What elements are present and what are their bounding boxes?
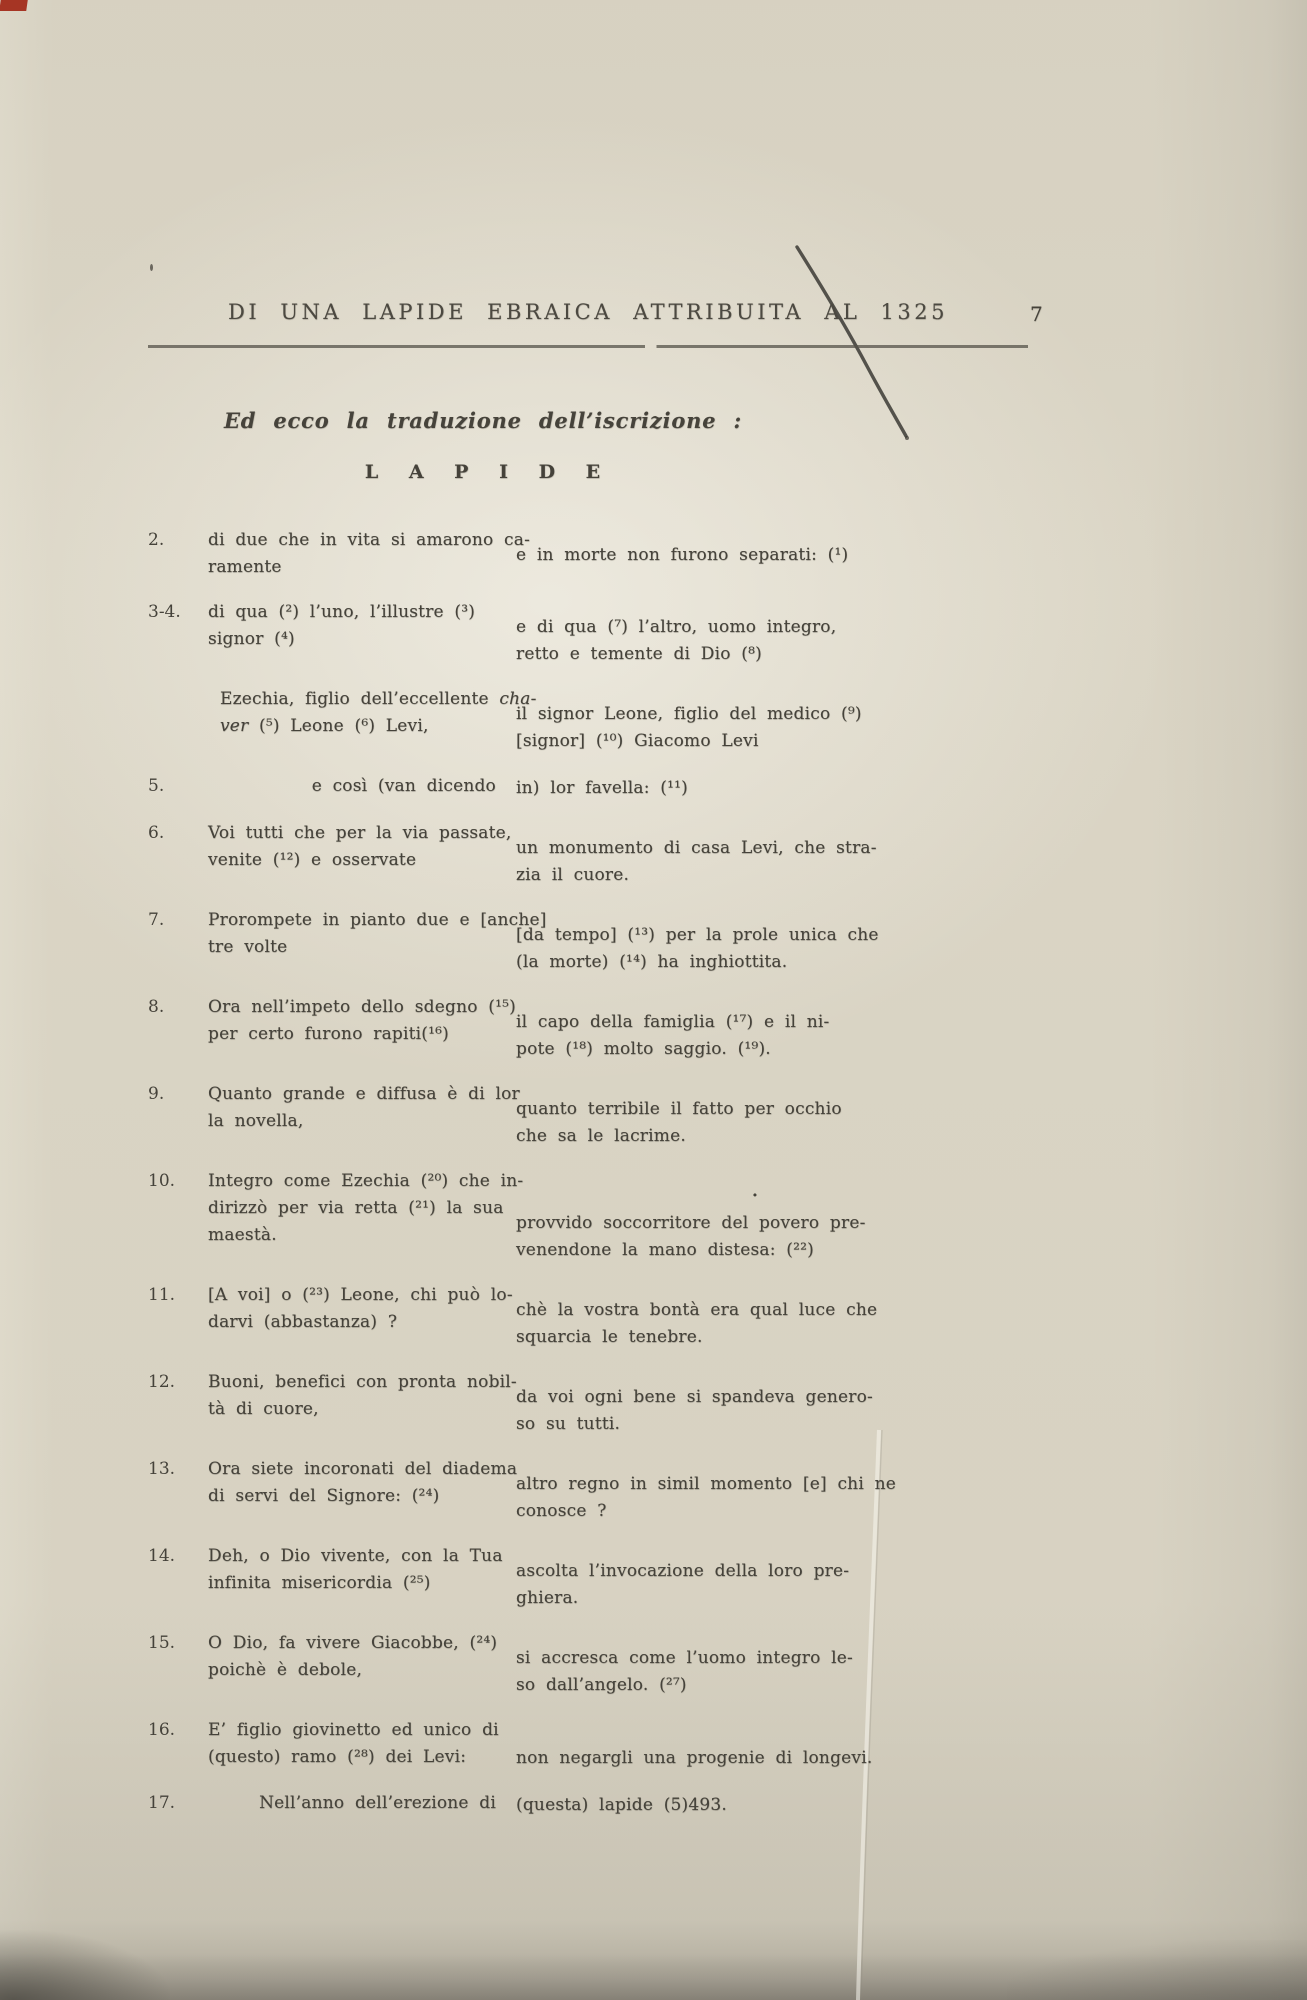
entry-number: 12. (148, 1372, 176, 1392)
text-line: Ora siete incoronati del diadema (208, 1459, 518, 1479)
text-line: O Dio, fa vivere Giacobbe, (²⁴) (208, 1633, 498, 1653)
entry-right (516, 1384, 1028, 1438)
text-line: dirizzò per via retta (²¹) la sua (208, 1198, 504, 1218)
text-line: provvido soccorritore del povero pre- (516, 1213, 866, 1233)
text-line: (questo) ramo (²⁸) dei Levi: (208, 1747, 467, 1767)
bottom-left-smudge (0, 1930, 170, 2000)
entry-row (148, 1168, 1028, 1264)
entry-left (148, 1456, 518, 1525)
text-line: retto e temente di Dio (⁸) (516, 644, 762, 664)
entry-right (516, 1096, 1028, 1150)
text-line: venendone la mano distesa: (²²) (516, 1240, 814, 1260)
text-line: tre volte (208, 937, 288, 957)
entry-left (148, 1717, 500, 1772)
page-number: 7 (1030, 302, 1043, 326)
text-line: un monumento di casa Levi, che stra- (516, 838, 877, 858)
text-line: si accresca come l’uomo integro le- (516, 1648, 854, 1668)
entry-right (516, 775, 1028, 802)
text-line: conosce ? (516, 1501, 607, 1521)
entry-left (148, 773, 500, 802)
entry-left (148, 527, 531, 581)
entry-number (148, 686, 208, 755)
text-line: pote (¹⁸) molto saggio. (¹⁹). (516, 1039, 771, 1059)
text-line: la novella, (208, 1111, 304, 1131)
text-line: di qua (²) l’uno, l’illustre (³) (208, 602, 476, 622)
text-line: Integro come Ezechia (²⁰) che in- (208, 1171, 524, 1191)
entry-right (516, 542, 1028, 581)
entry-left (148, 599, 500, 668)
text-line: infinita misericordia (²⁵) (208, 1573, 431, 1593)
text-line: maestà. (208, 1225, 277, 1245)
entry-number: 16. (148, 1720, 176, 1740)
text-line (220, 713, 537, 740)
text-line: poichè è debole, (208, 1660, 363, 1680)
entry-right (516, 1471, 1028, 1525)
entry-left (148, 1543, 503, 1612)
entry-left (148, 1282, 513, 1351)
subtitle: Ed ecco la traduzione dell’iscrizione : (224, 408, 743, 433)
entry-right (516, 922, 1028, 976)
text-line: da voi ogni bene si spandeva genero- (516, 1387, 873, 1407)
entry-row (148, 1630, 1028, 1699)
entry-text (208, 1543, 503, 1612)
entry-text (208, 1630, 500, 1699)
entry-left (148, 1630, 500, 1699)
entry-row (148, 1081, 1028, 1150)
text-line: venite (¹²) e osservate (208, 850, 417, 870)
text-line: e di qua (⁷) l’altro, uomo integro, (516, 617, 837, 637)
entry-text (208, 686, 537, 755)
entry-number: 7. (148, 910, 165, 930)
entry-text (208, 1369, 517, 1438)
entry-right (516, 835, 1028, 889)
entry-text (208, 1282, 513, 1351)
text-segment: (⁵) Leone (⁶) Levi, (248, 716, 429, 736)
entry-row (148, 1456, 1028, 1525)
text-line: zia il cuore. (516, 865, 630, 885)
entry-left (148, 994, 516, 1063)
entry-number: 2. (148, 530, 165, 550)
entry-text (208, 1456, 517, 1525)
text-line: in) lor favella: (¹¹) (516, 778, 688, 798)
text-line: non negargli una progenie di longevi. (516, 1748, 873, 1768)
entry-row (148, 686, 1028, 755)
entry-text (208, 907, 547, 976)
entry-number: 13. (148, 1459, 176, 1479)
bottom-right-shade (1007, 1940, 1307, 2000)
entry-text (208, 820, 512, 889)
entry-text (208, 1790, 500, 1819)
text-line: ascolta l’invocazione della loro pre- (516, 1561, 850, 1581)
text-segment: Ezechia, figlio dell’eccellente (220, 689, 500, 709)
text-line: signor (⁴) (208, 629, 295, 649)
text-line: altro regno in simil momento [e] chi ne (516, 1474, 896, 1494)
entry-left (148, 1790, 500, 1819)
entry-row (148, 599, 1028, 668)
text-segment: ver (220, 716, 249, 736)
entry-row (148, 1369, 1028, 1438)
entry-right (516, 1297, 1028, 1351)
text-line: darvi (abbastanza) ? (208, 1312, 398, 1332)
running-title: DI UNA LAPIDE EBRAICA ATTRIBUITA AL 1325 (228, 300, 948, 324)
entry-left (148, 1369, 517, 1438)
text-line: di due che in vita si amarono ca- (208, 530, 531, 550)
entry-number: 9. (148, 1084, 165, 1104)
entry-right (516, 701, 1028, 755)
entry-text (208, 1081, 520, 1150)
entry-number: 8. (148, 997, 165, 1017)
text-line: Nell’anno dell’erezione di (259, 1793, 496, 1813)
page-content (148, 300, 1043, 1837)
text-line: il capo della famiglia (¹⁷) e il ni- (516, 1012, 830, 1032)
entry-number: 11. (148, 1285, 176, 1305)
section-title: L A P I D E (364, 461, 612, 483)
text-line: squarcia le tenebre. (516, 1327, 703, 1347)
entry-right (516, 1558, 1028, 1612)
ink-speck (150, 264, 153, 271)
entry-text (208, 527, 530, 581)
entry-right (516, 1745, 1028, 1772)
text-line: Buoni, benefici con pronta nobil- (208, 1372, 517, 1392)
entry-right (516, 614, 1028, 668)
entry-number: 3-4. (148, 602, 181, 622)
text-line: [da tempo] (¹³) per la prole unica che (516, 925, 879, 945)
text-line: ramente (208, 557, 282, 577)
entry-text (208, 1717, 500, 1772)
text-line: Deh, o Dio vivente, con la Tua (208, 1546, 503, 1566)
entry-row (148, 1543, 1028, 1612)
entry-number: 10. (148, 1171, 176, 1191)
text-line: Quanto grande e diffusa è di lor (208, 1084, 520, 1104)
entry-number: 17. (148, 1793, 176, 1813)
entry-text (208, 599, 500, 668)
entry-row (148, 994, 1028, 1063)
entry-number: 14. (148, 1546, 176, 1566)
header-rule (148, 345, 1028, 348)
text-line (220, 686, 537, 713)
entry-row (148, 1282, 1028, 1351)
text-line: il signor Leone, figlio del medico (⁹) (516, 704, 862, 724)
text-line: ghiera. (516, 1588, 579, 1608)
red-corner-mark (0, 0, 28, 11)
entry-left (148, 907, 547, 976)
text-line: quanto terribile il fatto per occhio (516, 1099, 842, 1119)
entry-left (148, 1081, 520, 1150)
text-line: e in morte non furono separati: (¹) (516, 545, 849, 565)
entry-number: 5. (148, 776, 165, 796)
entry-left (148, 686, 537, 755)
text-segment: cha- (499, 689, 537, 709)
text-line: per certo furono rapiti(¹⁶) (208, 1024, 449, 1044)
entry-row (148, 1717, 1028, 1772)
entry-text (208, 773, 500, 802)
entry-text (208, 994, 516, 1063)
text-line: (la morte) (¹⁴) ha inghiottita. (516, 952, 788, 972)
entry-left (148, 1168, 524, 1264)
text-line: Prorompete in pianto due e [anche] (208, 910, 547, 930)
entry-number: 15. (148, 1633, 176, 1653)
entry-row (148, 820, 1028, 889)
text-line: so dall’angelo. (²⁷) (516, 1675, 687, 1695)
stray-mark: · (752, 1186, 758, 1206)
entry-text (208, 1168, 523, 1264)
text-line: E’ figlio giovinetto ed unico di (208, 1720, 499, 1740)
text-line: (questa) lapide (5)493. (516, 1795, 728, 1815)
entry-row (148, 1790, 1028, 1819)
entry-row (148, 907, 1028, 976)
entry-left (148, 820, 512, 889)
text-line: che sa le lacrime. (516, 1126, 686, 1146)
text-line: [A voi] o (²³) Leone, chi può lo- (208, 1285, 513, 1305)
text-line: di servi del Signore: (²⁴) (208, 1486, 440, 1506)
translation-rows (148, 527, 1028, 1819)
entry-right (516, 1792, 1028, 1819)
entry-number: 6. (148, 823, 165, 843)
text-line: e così (van dicendo (311, 776, 496, 796)
text-line: Ora nell’impeto dello sdegno (¹⁵) (208, 997, 516, 1017)
entry-right (516, 1183, 1028, 1264)
page-header (148, 300, 1043, 336)
entry-right (516, 1009, 1028, 1063)
text-line: [signor] (¹⁰) Giacomo Levi (516, 731, 759, 751)
text-line: Voi tutti che per la via passate, (208, 823, 512, 843)
entry-row (148, 773, 1028, 802)
text-line: tà di cuore, (208, 1399, 319, 1419)
entry-row (148, 527, 1028, 581)
text-line: chè la vostra bontà era qual luce che (516, 1300, 878, 1320)
text-line: so su tutti. (516, 1414, 621, 1434)
entry-right (516, 1645, 1028, 1699)
